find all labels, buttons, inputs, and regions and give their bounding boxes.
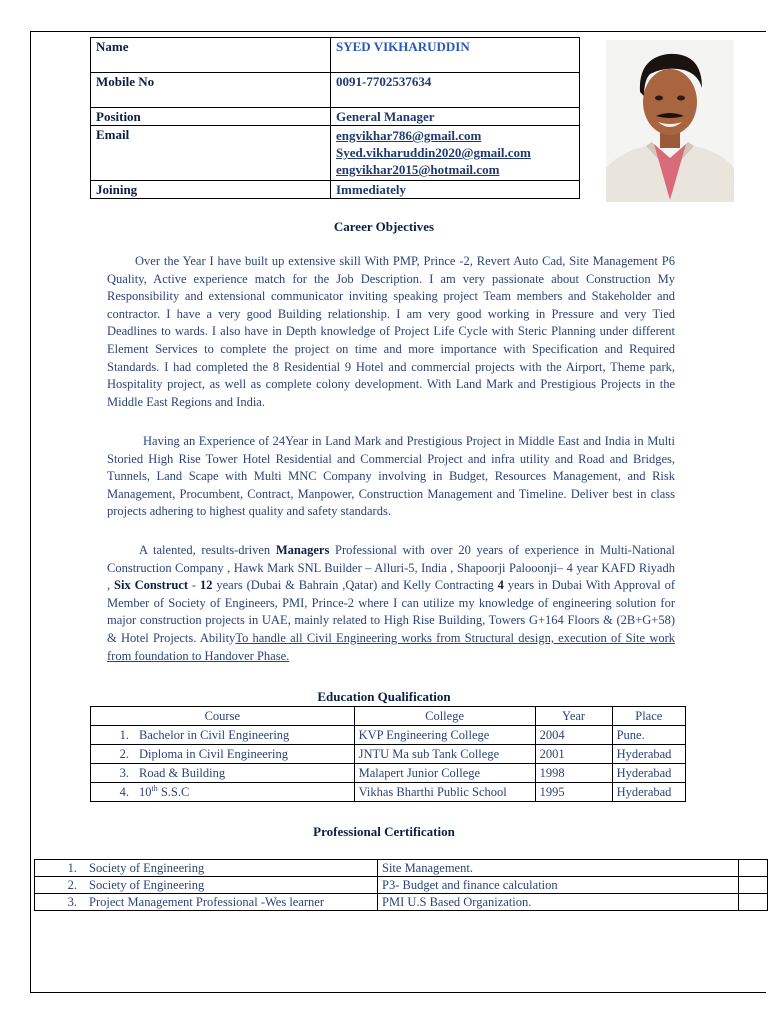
year-cell: 1995: [535, 783, 612, 802]
table-row: [35, 877, 768, 894]
place-cell: Pune.: [612, 726, 685, 745]
table-row: [91, 783, 686, 802]
profile-photo: [606, 40, 734, 202]
certification-detail: P3- Budget and finance calculation: [378, 877, 739, 894]
email-list: [331, 126, 580, 181]
p3-text-a: A talented, results-driven: [139, 543, 276, 557]
p3-bold-4: 4: [497, 578, 504, 593]
row-number: 2.: [35, 877, 86, 894]
certification-name: Society of Engineering: [85, 877, 378, 894]
joining-label: Joining: [91, 181, 331, 199]
info-row-name: [91, 38, 580, 73]
col-year: Year: [535, 707, 612, 726]
course-cell: [135, 783, 354, 802]
education-table: [90, 706, 686, 802]
course-cell: Diploma in Civil Engineering: [135, 745, 354, 764]
info-row-joining: [91, 181, 580, 199]
info-row-mobile: [91, 73, 580, 108]
p3-text-i: years in Dubai With Approval of Member of Society of Engineers, PMI, Prince-2 where I can utilize my knowledge of engineering solution for major construction projects in UAE, mainly related to High Rise Building, Towers G+164 Floors & (2B+G+58) & Hotel Projects. Ability: [107, 578, 675, 645]
position-value: General Manager: [331, 108, 580, 126]
name-value: SYED VIKHARUDDIN: [331, 38, 580, 73]
career-paragraph-3: [107, 542, 675, 665]
info-row-position: [91, 108, 580, 126]
year-cell: 2004: [535, 726, 612, 745]
table-row: [91, 764, 686, 783]
col-course: Course: [91, 707, 355, 726]
p3-text-c: Professional with over 20 years of experience in Multi-National Construction Company , Hawk Mark SNL Builder – Alluri-5, India , Shapoorji Palooonji– 4 year KAFD Riyadh ,: [107, 543, 675, 593]
p3-underlined-text: To handle all Civil Engineering works from Structural design, execution of Site work from foundation to Handover Phase.: [107, 630, 676, 663]
place-cell: Hyderabad: [612, 783, 685, 802]
p3-bold-six-construct: Six Construct: [114, 578, 189, 593]
personal-info-table: [90, 37, 580, 199]
certification-detail: Site Management.: [378, 860, 739, 877]
col-college: College: [354, 707, 535, 726]
table-row: [35, 894, 768, 911]
career-objectives-heading: Career Objectives: [333, 219, 435, 234]
row-number: 2.: [91, 745, 136, 764]
certification-table: [34, 859, 768, 911]
course-superscript: th: [151, 783, 158, 793]
mobile-value: 0091-7702537634: [331, 73, 580, 108]
mobile-label: Mobile No: [91, 73, 331, 108]
info-row-email: [91, 126, 580, 181]
career-paragraph-2: Having an Experience of 24Year in Land Mark and Prestigious Project in Middle East and India in Multi Storied High Rise Tower Hotel Residential and Commercial Project and infra utility and Road and Bridges, Tunnels, Land Scape with Multi MNC Company involving in Budget, Resources Management, and Risk Management, Procumbent, Contract, Manpower, Construction Management and Timeline. Deliver best in class projects adhering to highest quality and safety standards.: [107, 434, 675, 519]
table-row: [35, 860, 768, 877]
course-cell: Road & Building: [135, 764, 354, 783]
education-heading: Education Qualification: [317, 689, 451, 704]
joining-value: Immediately: [331, 181, 580, 199]
place-cell: Hyderabad: [612, 745, 685, 764]
row-number: 3.: [35, 894, 86, 911]
certification-heading: Professional Certification: [313, 824, 455, 839]
certification-name: Society of Engineering: [85, 860, 378, 877]
course-text: 10: [139, 785, 152, 800]
col-place: Place: [612, 707, 685, 726]
name-label: Name: [91, 38, 331, 73]
college-cell: Vikhas Bharthi Public School: [354, 783, 535, 802]
row-number: 3.: [91, 764, 136, 783]
table-row: [91, 745, 686, 764]
empty-cell: [739, 877, 768, 894]
row-number: 1.: [35, 860, 86, 877]
empty-cell: [739, 894, 768, 911]
email-link-1[interactable]: engvikhar786@gmail.com: [336, 128, 482, 143]
empty-cell: [739, 860, 768, 877]
p3-bold-managers: Managers: [275, 543, 330, 557]
year-cell: 1998: [535, 764, 612, 783]
year-cell: 2001: [535, 745, 612, 764]
certification-name: Project Management Professional -Wes learner: [85, 894, 378, 911]
certification-detail: PMI U.S Based Organization.: [378, 894, 739, 911]
place-cell: Hyderabad: [612, 764, 685, 783]
p3-text-g: years (Dubai & Bahrain ,Qatar) and Kelly Contracting: [212, 578, 498, 593]
college-cell: KVP Engineering College: [354, 726, 535, 745]
course-text: S.S.C: [157, 785, 190, 800]
college-cell: JNTU Ma sub Tank College: [354, 745, 535, 764]
p3-text-e: -: [188, 578, 200, 593]
career-paragraph-1: Over the Year I have built up extensive skill With PMP, Prince -2, Revert Auto Cad, Site Management P6 Quality, Active experience match for the Job Description. I am very passionate about Construction My Responsibility and extensional communicator inviting speaking project Team members and Stakeholder and contractor. I have a very good Building relationship. I am very good working in Pressure and very Tied Deadlines to wards. I also have in Depth knowledge of Project Life Cycle with Steric Planning under different Element Services to complete the project on time and more importance with Specification and Required Standards. I had completed the 8 Residential 9 Hotel and commercial projects with the Airport, Theme park, Hospitality project, as well as complete colony development. With Land Mark and Prestigious Projects in the Middle East Regions and India.: [107, 254, 675, 409]
table-row: [91, 726, 686, 745]
position-label: Position: [91, 108, 331, 126]
email-link-2[interactable]: Syed.vikharuddin2020@gmail.com: [336, 145, 531, 160]
email-link-3[interactable]: engvikhar2015@hotmail.com: [336, 162, 500, 177]
course-cell: Bachelor in Civil Engineering: [135, 726, 354, 745]
email-label: Email: [91, 126, 331, 181]
college-cell: Malapert Junior College: [354, 764, 535, 783]
row-number: 4.: [91, 783, 136, 802]
education-header-row: [91, 707, 686, 726]
p3-bold-12: 12: [199, 578, 213, 593]
row-number: 1.: [91, 726, 136, 745]
